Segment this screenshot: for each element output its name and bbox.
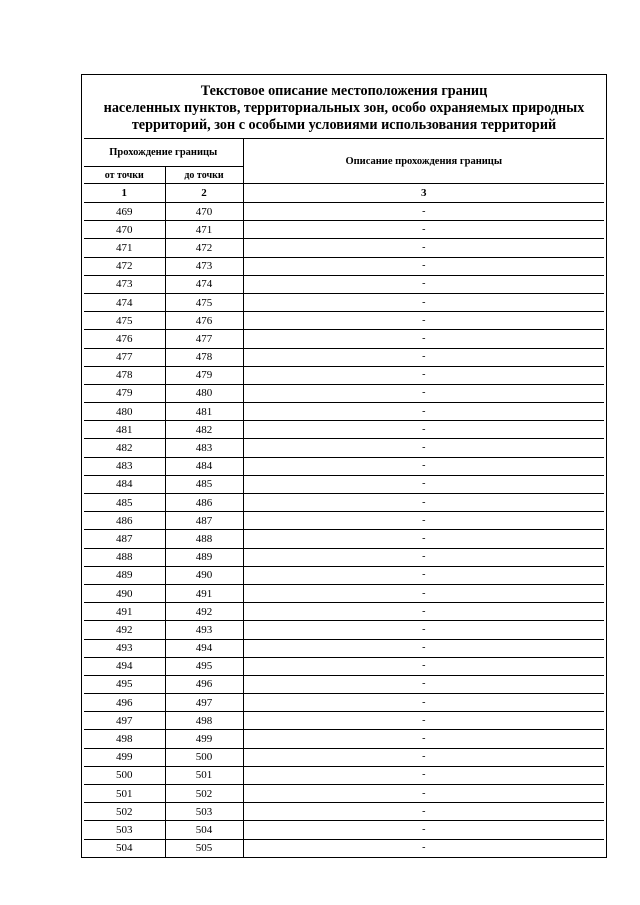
- document-title: [84, 77, 604, 139]
- table-row: [84, 766, 604, 784]
- cell-to-point: 484: [165, 457, 243, 475]
- cell-to-point: 483: [165, 439, 243, 457]
- cell-from-point: 491: [84, 603, 165, 621]
- cell-description: -: [243, 675, 604, 693]
- cell-to-point: 490: [165, 566, 243, 584]
- document-content: [84, 77, 604, 858]
- table-row: [84, 712, 604, 730]
- cell-to-point: 494: [165, 639, 243, 657]
- cell-from-point: 486: [84, 512, 165, 530]
- cell-to-point: 492: [165, 603, 243, 621]
- cell-description: -: [243, 512, 604, 530]
- header-description: Описание прохождения границы: [243, 139, 604, 184]
- table-row: [84, 475, 604, 493]
- cell-from-point: 504: [84, 839, 165, 857]
- cell-description: -: [243, 548, 604, 566]
- cell-from-point: 489: [84, 566, 165, 584]
- cell-to-point: 474: [165, 275, 243, 293]
- cell-from-point: 487: [84, 530, 165, 548]
- cell-description: -: [243, 566, 604, 584]
- cell-from-point: 473: [84, 275, 165, 293]
- cell-from-point: 482: [84, 439, 165, 457]
- table-row: [84, 403, 604, 421]
- cell-from-point: 488: [84, 548, 165, 566]
- table-row: [84, 566, 604, 584]
- cell-description: -: [243, 366, 604, 384]
- cell-to-point: 480: [165, 384, 243, 402]
- cell-from-point: 496: [84, 694, 165, 712]
- header-from: от точки: [84, 167, 165, 184]
- table-row: [84, 512, 604, 530]
- table-row: [84, 239, 604, 257]
- cell-description: -: [243, 330, 604, 348]
- cell-from-point: 500: [84, 766, 165, 784]
- cell-from-point: 483: [84, 457, 165, 475]
- cell-description: -: [243, 457, 604, 475]
- table-row: [84, 312, 604, 330]
- table-row: [84, 421, 604, 439]
- table-row: [84, 439, 604, 457]
- cell-to-point: 501: [165, 766, 243, 784]
- cell-description: -: [243, 803, 604, 821]
- cell-description: -: [243, 785, 604, 803]
- table-row: [84, 330, 604, 348]
- cell-from-point: 494: [84, 657, 165, 675]
- cell-to-point: 487: [165, 512, 243, 530]
- cell-from-point: 471: [84, 239, 165, 257]
- cell-to-point: 498: [165, 712, 243, 730]
- cell-from-point: 474: [84, 293, 165, 311]
- cell-description: -: [243, 421, 604, 439]
- cell-to-point: 475: [165, 293, 243, 311]
- table-row: [84, 785, 604, 803]
- table-row: [84, 803, 604, 821]
- cell-from-point: 492: [84, 621, 165, 639]
- table-row: [84, 293, 604, 311]
- title-line-3: территорий, зон с особыми условиями использования территорий: [131, 117, 557, 133]
- cell-description: -: [243, 730, 604, 748]
- cell-description: -: [243, 694, 604, 712]
- cell-description: -: [243, 639, 604, 657]
- cell-description: -: [243, 348, 604, 366]
- cell-from-point: 502: [84, 803, 165, 821]
- document-frame: [81, 74, 607, 858]
- table-row: [84, 748, 604, 766]
- table-row: [84, 257, 604, 275]
- cell-from-point: 499: [84, 748, 165, 766]
- cell-description: -: [243, 312, 604, 330]
- cell-to-point: 499: [165, 730, 243, 748]
- table-row: [84, 548, 604, 566]
- cell-to-point: 505: [165, 839, 243, 857]
- cell-to-point: 470: [165, 203, 243, 221]
- cell-description: -: [243, 257, 604, 275]
- boundary-table: [84, 139, 604, 858]
- table-row: [84, 457, 604, 475]
- cell-to-point: 496: [165, 675, 243, 693]
- cell-from-point: 485: [84, 494, 165, 512]
- cell-description: -: [243, 603, 604, 621]
- cell-description: -: [243, 275, 604, 293]
- table-row: [84, 584, 604, 602]
- cell-from-point: 469: [84, 203, 165, 221]
- title-line-1: Текстовое описание местоположения границ: [200, 83, 488, 99]
- title-line-2: населенных пунктов, территориальных зон, особо охраняемых природных: [103, 100, 585, 116]
- cell-description: -: [243, 748, 604, 766]
- table-row: [84, 494, 604, 512]
- table-row: [84, 675, 604, 693]
- cell-from-point: 490: [84, 584, 165, 602]
- column-number-2: 2: [165, 184, 243, 203]
- cell-from-point: 480: [84, 403, 165, 421]
- cell-from-point: 501: [84, 785, 165, 803]
- cell-to-point: 491: [165, 584, 243, 602]
- cell-description: -: [243, 657, 604, 675]
- cell-from-point: 476: [84, 330, 165, 348]
- cell-to-point: 504: [165, 821, 243, 839]
- cell-description: -: [243, 475, 604, 493]
- cell-description: -: [243, 530, 604, 548]
- table-row: [84, 275, 604, 293]
- column-number-3: 3: [243, 184, 604, 203]
- cell-to-point: 486: [165, 494, 243, 512]
- cell-to-point: 482: [165, 421, 243, 439]
- table-row: [84, 621, 604, 639]
- table-row: [84, 366, 604, 384]
- table-row: [84, 221, 604, 239]
- cell-to-point: 481: [165, 403, 243, 421]
- cell-from-point: 503: [84, 821, 165, 839]
- table-body: [84, 203, 604, 858]
- cell-description: -: [243, 203, 604, 221]
- header-passage: Прохождение границы: [84, 139, 243, 167]
- cell-to-point: 472: [165, 239, 243, 257]
- cell-description: -: [243, 839, 604, 857]
- table-row: [84, 821, 604, 839]
- cell-to-point: 495: [165, 657, 243, 675]
- cell-description: -: [243, 403, 604, 421]
- cell-description: -: [243, 384, 604, 402]
- table-row: [84, 384, 604, 402]
- cell-description: -: [243, 821, 604, 839]
- cell-from-point: 495: [84, 675, 165, 693]
- cell-to-point: 471: [165, 221, 243, 239]
- table-row: [84, 639, 604, 657]
- cell-to-point: 493: [165, 621, 243, 639]
- cell-from-point: 475: [84, 312, 165, 330]
- cell-description: -: [243, 439, 604, 457]
- cell-to-point: 473: [165, 257, 243, 275]
- header-to: до точки: [165, 167, 243, 184]
- table-row: [84, 530, 604, 548]
- column-number-1: 1: [84, 184, 165, 203]
- cell-to-point: 485: [165, 475, 243, 493]
- cell-description: -: [243, 221, 604, 239]
- cell-to-point: 478: [165, 348, 243, 366]
- cell-to-point: 488: [165, 530, 243, 548]
- table-row: [84, 839, 604, 857]
- cell-from-point: 481: [84, 421, 165, 439]
- table-row: [84, 203, 604, 221]
- table-row: [84, 730, 604, 748]
- cell-from-point: 478: [84, 366, 165, 384]
- cell-to-point: 477: [165, 330, 243, 348]
- cell-description: -: [243, 293, 604, 311]
- cell-description: -: [243, 712, 604, 730]
- cell-description: -: [243, 621, 604, 639]
- cell-to-point: 502: [165, 785, 243, 803]
- cell-to-point: 489: [165, 548, 243, 566]
- cell-description: -: [243, 584, 604, 602]
- table-row: [84, 657, 604, 675]
- cell-from-point: 498: [84, 730, 165, 748]
- table-row: [84, 694, 604, 712]
- cell-from-point: 472: [84, 257, 165, 275]
- cell-from-point: 477: [84, 348, 165, 366]
- table-row: [84, 603, 604, 621]
- cell-description: -: [243, 239, 604, 257]
- table-row: [84, 348, 604, 366]
- cell-to-point: 479: [165, 366, 243, 384]
- cell-description: -: [243, 494, 604, 512]
- cell-to-point: 476: [165, 312, 243, 330]
- cell-from-point: 497: [84, 712, 165, 730]
- cell-from-point: 470: [84, 221, 165, 239]
- cell-to-point: 497: [165, 694, 243, 712]
- cell-to-point: 500: [165, 748, 243, 766]
- cell-from-point: 493: [84, 639, 165, 657]
- cell-to-point: 503: [165, 803, 243, 821]
- cell-from-point: 479: [84, 384, 165, 402]
- cell-description: -: [243, 766, 604, 784]
- cell-from-point: 484: [84, 475, 165, 493]
